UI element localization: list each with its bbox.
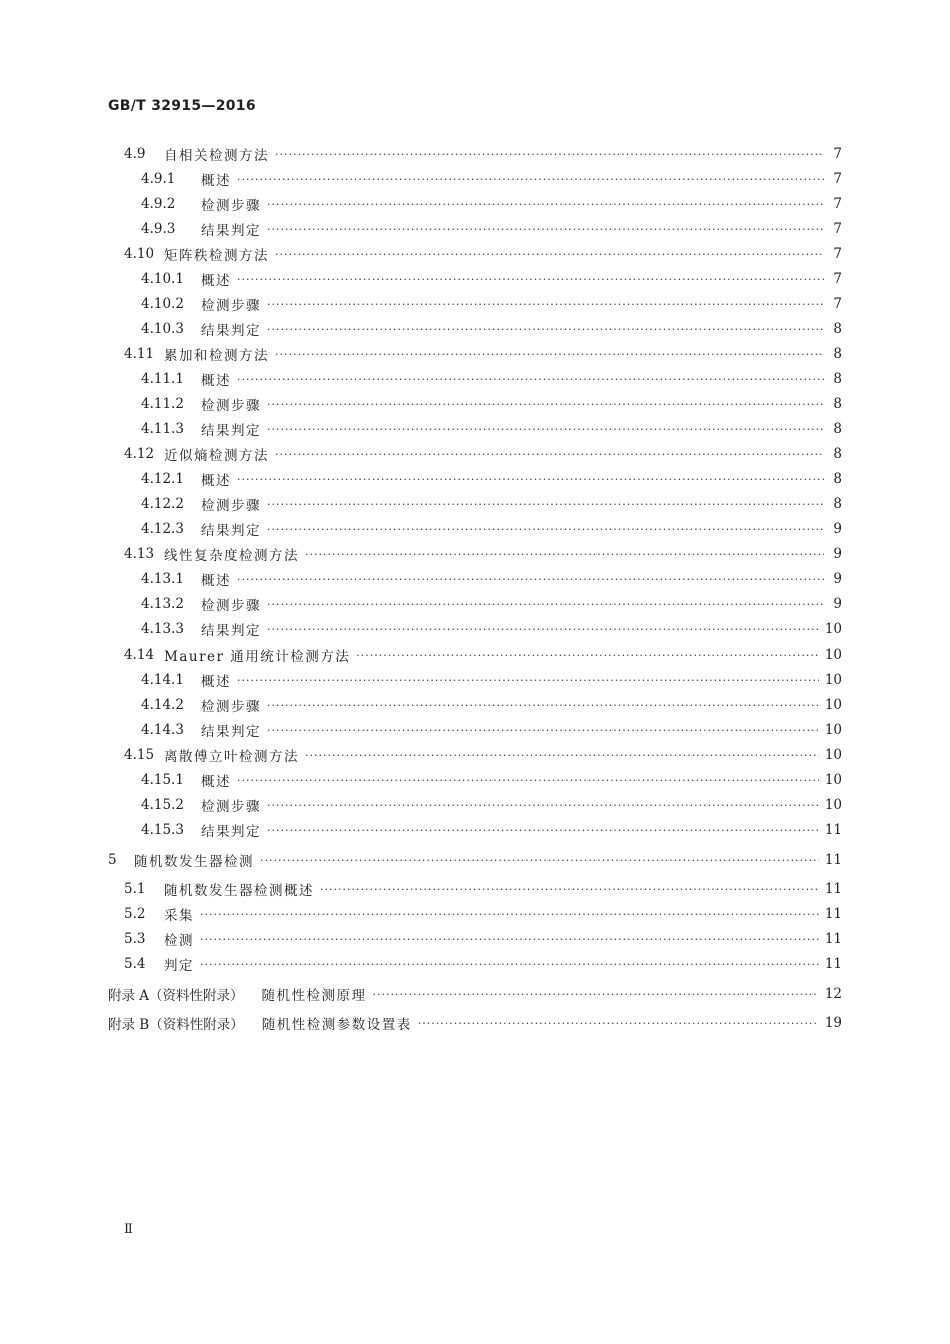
- dot-leader: [267, 598, 824, 611]
- toc-entry-page: 11: [824, 881, 842, 897]
- toc-entry-title: 检测步骤: [201, 398, 261, 414]
- dot-leader: [305, 749, 819, 762]
- toc-entry[interactable]: [124, 743, 842, 767]
- toc-entry-title: 结果判定: [201, 824, 261, 840]
- toc-entry-number: 附录 B（资料性附录）: [108, 1017, 244, 1033]
- toc-entry-page: 10: [824, 772, 842, 788]
- toc-entry-title: 概述: [201, 473, 231, 489]
- toc-entry-page: 7: [833, 146, 842, 162]
- toc-entry-title: 概述: [201, 373, 231, 389]
- toc-entry[interactable]: [124, 927, 842, 951]
- toc-entry-number: 附录 A（资料性附录）: [108, 988, 244, 1004]
- dot-leader: [418, 1017, 819, 1030]
- dot-leader: [267, 523, 824, 536]
- toc-entry[interactable]: [124, 442, 842, 466]
- toc-entry-title: 随机性检测原理: [261, 988, 367, 1004]
- toc-entry-number: 5.1: [124, 881, 146, 897]
- toc-entry-page: 11: [824, 906, 842, 922]
- toc-entry-number: 4.11: [124, 346, 155, 362]
- toc-entry-page: 12: [824, 986, 842, 1002]
- toc-entry-number: 4.14.2: [141, 697, 184, 713]
- toc-entry[interactable]: [141, 567, 842, 591]
- toc-entry[interactable]: [141, 617, 842, 641]
- toc-entry[interactable]: [141, 818, 842, 842]
- toc-entry-page: 8: [833, 471, 842, 487]
- toc-entry-page: 8: [833, 496, 842, 512]
- toc-entry-number: 5.2: [124, 906, 146, 922]
- toc-entry[interactable]: [141, 517, 842, 541]
- dot-leader: [267, 724, 819, 737]
- toc-entry[interactable]: [124, 877, 842, 901]
- toc-entry[interactable]: [141, 367, 842, 391]
- toc-entry-title: 检测步骤: [201, 598, 261, 614]
- toc-entry-number: 4.10.1: [141, 271, 184, 287]
- dot-leader: [237, 373, 824, 386]
- toc-entry-number: 4.15: [124, 747, 155, 763]
- dot-leader: [267, 623, 819, 636]
- toc-entry[interactable]: [141, 467, 842, 491]
- toc-entry-title: 结果判定: [201, 223, 261, 239]
- dot-leader: [373, 988, 819, 1001]
- standard-code-header: GB/T 32915—2016: [108, 98, 256, 114]
- toc-entry[interactable]: [124, 242, 842, 266]
- toc-entry[interactable]: [141, 768, 842, 792]
- toc-entry-title: 结果判定: [201, 423, 261, 439]
- toc-entry[interactable]: [141, 693, 842, 717]
- toc-entry-page: 9: [833, 546, 842, 562]
- toc-entry-title: 结果判定: [201, 724, 261, 740]
- dot-leader: [267, 799, 819, 812]
- toc-entry-number: 4.10: [124, 246, 155, 262]
- dot-leader: [267, 298, 824, 311]
- toc-entry-title: 采集: [164, 908, 194, 924]
- dot-leader: [320, 883, 819, 896]
- toc-entry-title: 随机数发生器检测概述: [164, 883, 314, 899]
- toc-entry-number: 4.14: [124, 647, 155, 663]
- toc-entry[interactable]: [141, 192, 842, 216]
- toc-entry[interactable]: [141, 267, 842, 291]
- toc-entry-page: 7: [833, 171, 842, 187]
- toc-entry[interactable]: [124, 902, 842, 926]
- toc-entry[interactable]: [124, 342, 842, 366]
- toc-entry-title: 概述: [201, 173, 231, 189]
- dot-leader: [267, 498, 824, 511]
- toc-entry[interactable]: [141, 292, 842, 316]
- toc-entry-number: 4.9.1: [141, 171, 176, 187]
- toc-entry-page: 9: [833, 571, 842, 587]
- toc-entry-title: 结果判定: [201, 323, 261, 339]
- dot-leader: [200, 933, 819, 946]
- toc-entry-title: 随机性检测参数设置表: [261, 1017, 412, 1033]
- toc-entry[interactable]: [108, 848, 842, 872]
- dot-leader: [305, 548, 824, 561]
- toc-entry-number: 4.9.2: [141, 196, 176, 212]
- toc-entry[interactable]: [124, 952, 842, 976]
- toc-entry-number: 4.11.1: [141, 371, 184, 387]
- toc-entry-number: 4.14.1: [141, 672, 184, 688]
- toc-entry-page: 8: [833, 371, 842, 387]
- toc-entry-title: 结果判定: [201, 623, 261, 639]
- dot-leader: [237, 273, 824, 286]
- toc-entry[interactable]: [141, 217, 842, 241]
- toc-entry[interactable]: [141, 592, 842, 616]
- toc-entry-page: 10: [824, 697, 842, 713]
- toc-entry[interactable]: [141, 417, 842, 441]
- toc-entry-title: 检测步骤: [201, 799, 261, 815]
- toc-entry-page: 19: [824, 1015, 842, 1031]
- toc-entry-number: 4.14.3: [141, 722, 184, 738]
- toc-entry-page: 11: [824, 931, 842, 947]
- toc-entry-page: 9: [833, 521, 842, 537]
- toc-entry-page: 10: [824, 747, 842, 763]
- toc-entry-page: 8: [833, 421, 842, 437]
- toc-entry-number: 4.13.2: [141, 596, 184, 612]
- toc-entry-number: 4.9: [124, 146, 146, 162]
- toc-entry[interactable]: [124, 142, 842, 166]
- page-number-footer: Ⅱ: [124, 1222, 133, 1237]
- toc-entry-number: 4.12.1: [141, 471, 184, 487]
- dot-leader: [275, 248, 824, 261]
- toc-entry-title: 近似熵检测方法: [164, 448, 269, 464]
- toc-entry-title: 离散傅立叶检测方法: [164, 749, 299, 765]
- toc-entry[interactable]: [141, 492, 842, 516]
- toc-entry[interactable]: [141, 167, 842, 191]
- toc-entry[interactable]: [124, 643, 842, 667]
- toc-entry-page: 9: [833, 596, 842, 612]
- toc-entry-number: 4.13: [124, 546, 155, 562]
- dot-leader: [237, 774, 819, 787]
- toc-entry-title: 判定: [164, 958, 194, 974]
- toc-entry[interactable]: [141, 718, 842, 742]
- dot-leader: [275, 348, 824, 361]
- toc-entry-title: 检测步骤: [201, 699, 261, 715]
- dot-leader: [267, 223, 824, 236]
- toc-entry-number: 4.12.2: [141, 496, 184, 512]
- toc-entry-number: 4.15.3: [141, 822, 184, 838]
- toc-entry-title: 累加和检测方法: [164, 348, 269, 364]
- toc-entry-title: 随机数发生器检测: [134, 854, 254, 870]
- dot-leader: [356, 649, 819, 662]
- toc-entry[interactable]: [108, 982, 842, 1006]
- toc-entry[interactable]: [141, 668, 842, 692]
- toc-entry-page: 10: [824, 647, 842, 663]
- toc-entry-page: 8: [833, 396, 842, 412]
- toc-entry-page: 10: [824, 621, 842, 637]
- toc-entry-number: 4.15.2: [141, 797, 184, 813]
- toc-entry[interactable]: [141, 793, 842, 817]
- toc-entry-page: 7: [833, 271, 842, 287]
- toc-entry-page: 7: [833, 246, 842, 262]
- toc-entry-page: 8: [833, 346, 842, 362]
- toc-entry[interactable]: [141, 392, 842, 416]
- toc-entry[interactable]: [108, 1011, 842, 1035]
- toc-entry[interactable]: [141, 317, 842, 341]
- toc-entry-number: 4.9.3: [141, 221, 176, 237]
- toc-entry-page: 7: [833, 296, 842, 312]
- toc-entry-page: 8: [833, 446, 842, 462]
- toc-entry-title: 概述: [201, 774, 231, 790]
- toc-entry-page: 11: [824, 852, 842, 868]
- toc-entry-number: 4.10.2: [141, 296, 184, 312]
- dot-leader: [200, 958, 819, 971]
- dot-leader: [237, 473, 824, 486]
- toc-entry-title: 概述: [201, 674, 231, 690]
- toc-entry-number: 5.4: [124, 956, 146, 972]
- toc-entry-title: 结果判定: [201, 523, 261, 539]
- toc-entry-number: 4.13.1: [141, 571, 184, 587]
- toc-entry-number: 4.10.3: [141, 321, 184, 337]
- dot-leader: [267, 198, 824, 211]
- toc-entry-page: 11: [824, 956, 842, 972]
- toc-entry-title: 自相关检测方法: [164, 148, 269, 164]
- toc-entry-title: 检测步骤: [201, 298, 261, 314]
- toc-entry-title: 矩阵秩检测方法: [164, 248, 269, 264]
- toc-entry-title: Maurer 通用统计检测方法: [164, 649, 351, 665]
- toc-entry-page: 7: [833, 221, 842, 237]
- dot-leader: [200, 908, 819, 921]
- toc-entry[interactable]: [124, 542, 842, 566]
- dot-leader: [275, 448, 824, 461]
- toc-entry-title: 检测: [164, 933, 194, 949]
- dot-leader: [267, 398, 824, 411]
- toc-entry-number: 4.13.3: [141, 621, 184, 637]
- dot-leader: [275, 148, 824, 161]
- dot-leader: [267, 699, 819, 712]
- toc-entry-title: 线性复杂度检测方法: [164, 548, 299, 564]
- toc-entry-page: 11: [824, 822, 842, 838]
- dot-leader: [260, 854, 819, 867]
- toc-entry-page: 10: [824, 797, 842, 813]
- dot-leader: [267, 323, 824, 336]
- dot-leader: [267, 824, 819, 837]
- toc-entry-number: 5: [108, 852, 117, 868]
- toc-entry-number: 4.15.1: [141, 772, 184, 788]
- toc-entry-number: 4.11.2: [141, 396, 184, 412]
- toc-entry-number: 4.12.3: [141, 521, 184, 537]
- toc-entry-number: 5.3: [124, 931, 146, 947]
- toc-entry-title: 概述: [201, 573, 231, 589]
- toc-entry-title: 检测步骤: [201, 498, 261, 514]
- toc-entry-number: 4.12: [124, 446, 155, 462]
- toc-entry-title: 检测步骤: [201, 198, 261, 214]
- toc-entry-number: 4.11.3: [141, 421, 184, 437]
- toc-entry-page: 10: [824, 722, 842, 738]
- toc-entry-page: 10: [824, 672, 842, 688]
- dot-leader: [267, 423, 824, 436]
- dot-leader: [237, 573, 824, 586]
- dot-leader: [237, 674, 819, 687]
- toc-entry-page: 7: [833, 196, 842, 212]
- toc-entry-page: 8: [833, 321, 842, 337]
- toc-entry-title: 概述: [201, 273, 231, 289]
- dot-leader: [237, 173, 824, 186]
